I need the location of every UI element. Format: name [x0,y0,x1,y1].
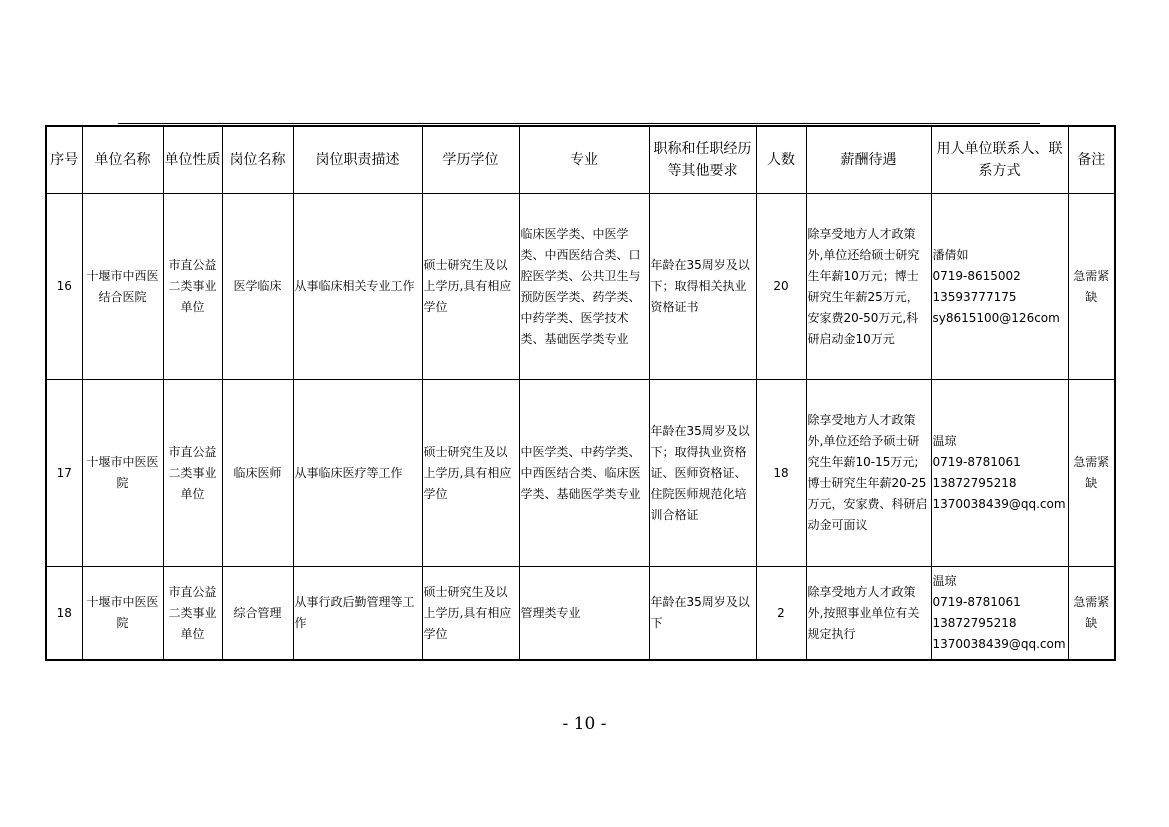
contact-email: 1370038439@qq.com [932,497,1066,511]
cell-seq: 17 [46,380,82,567]
cell-salary: 除享受地方人才政策外,单位还给硕士研究生年薪10万元；博士研究生年薪25万元，安家费20-50万元,科研启动金10万元 [806,194,931,380]
cell-unit-name: 十堰市中医医院 [82,567,163,661]
cell-post-desc: 从事临床相关专业工作 [293,194,422,380]
contact-email: 1370038439@qq.com [932,637,1066,651]
cell-salary: 除享受地方人才政策外,按照事业单位有关规定执行 [806,567,931,661]
header-seq: 序号 [46,126,82,194]
cell-unit-nature: 市直公益二类事业单位 [163,567,222,661]
cell-major: 临床医学类、中医学类、中西医结合类、口腔医学类、公共卫生与预防医学类、药学类、中药学类、医学技术类、基础医学类专业 [519,194,649,380]
cell-requirements: 年龄在35周岁及以下；取得相关执业资格证书 [649,194,756,380]
table-header-row [46,126,1115,194]
contact-name: 潘倩如 [932,247,969,262]
cell-remarks: 急需紧缺 [1068,194,1115,380]
cell-major: 中医学类、中药学类、中西医结合类、临床医学类、基础医学类专业 [519,380,649,567]
top-rule [118,123,1040,124]
header-post-desc: 岗位职责描述 [293,126,422,194]
cell-education: 硕士研究生及以上学历,具有相应学位 [422,194,519,380]
cell-remarks: 急需紧缺 [1068,380,1115,567]
cell-unit-name: 十堰市中西医结合医院 [82,194,163,380]
contact-email: sy8615100@126com [932,310,1060,325]
header-count: 人数 [756,126,806,194]
cell-requirements: 年龄在35周岁及以下；取得执业资格证、医师资格证、住院医师规范化培训合格证 [649,380,756,567]
cell-post-name: 临床医师 [222,380,293,567]
cell-seq: 18 [46,567,82,661]
header-remarks: 备注 [1068,126,1115,194]
table-row [46,380,1115,567]
cell-count: 18 [756,380,806,567]
contact-phone: 0719-8781061 [932,455,1021,469]
header-unit-nature: 单位性质 [163,126,222,194]
cell-unit-name: 十堰市中医医院 [82,380,163,567]
cell-post-name: 综合管理 [222,567,293,661]
contact-phone: 0719-8781061 [932,595,1021,609]
header-post-name: 岗位名称 [222,126,293,194]
contact-phone: 0719-8615002 [932,268,1021,283]
cell-contact [931,194,1068,380]
recruitment-table [45,125,1116,661]
cell-education: 硕士研究生及以上学历,具有相应学位 [422,567,519,661]
cell-post-desc: 从事行政后勤管理等工作 [293,567,422,661]
cell-major: 管理类专业 [519,567,649,661]
page-number: - 10 - [562,714,607,734]
cell-count: 2 [756,567,806,661]
cell-unit-nature: 市直公益二类事业单位 [163,194,222,380]
contact-mobile: 13593777175 [932,289,1017,304]
header-unit-name: 单位名称 [82,126,163,194]
header-major: 专业 [519,126,649,194]
cell-contact [931,567,1068,661]
cell-contact [931,380,1068,567]
cell-education: 硕士研究生及以上学历,具有相应学位 [422,380,519,567]
cell-seq: 16 [46,194,82,380]
table-row [46,567,1115,661]
cell-post-name: 医学临床 [222,194,293,380]
contact-mobile: 13872795218 [932,476,1017,490]
cell-unit-nature: 市直公益二类事业单位 [163,380,222,567]
table-row [46,194,1115,380]
header-salary: 薪酬待遇 [806,126,931,194]
cell-salary: 除享受地方人才政策外,单位还给予硕士研究生年薪10-15万元;博士研究生年薪20-25万元，安家费、科研启动金可面议 [806,380,931,567]
contact-name: 温琼 [932,434,957,448]
header-requirements: 职称和任职经历等其他要求 [649,126,756,194]
header-education: 学历学位 [422,126,519,194]
cell-post-desc: 从事临床医疗等工作 [293,380,422,567]
cell-count: 20 [756,194,806,380]
contact-mobile: 13872795218 [932,616,1017,630]
header-contact: 用人单位联系人、联系方式 [931,126,1068,194]
contact-name: 温琼 [932,574,957,588]
cell-requirements: 年龄在35周岁及以下 [649,567,756,661]
cell-remarks: 急需紧缺 [1068,567,1115,661]
